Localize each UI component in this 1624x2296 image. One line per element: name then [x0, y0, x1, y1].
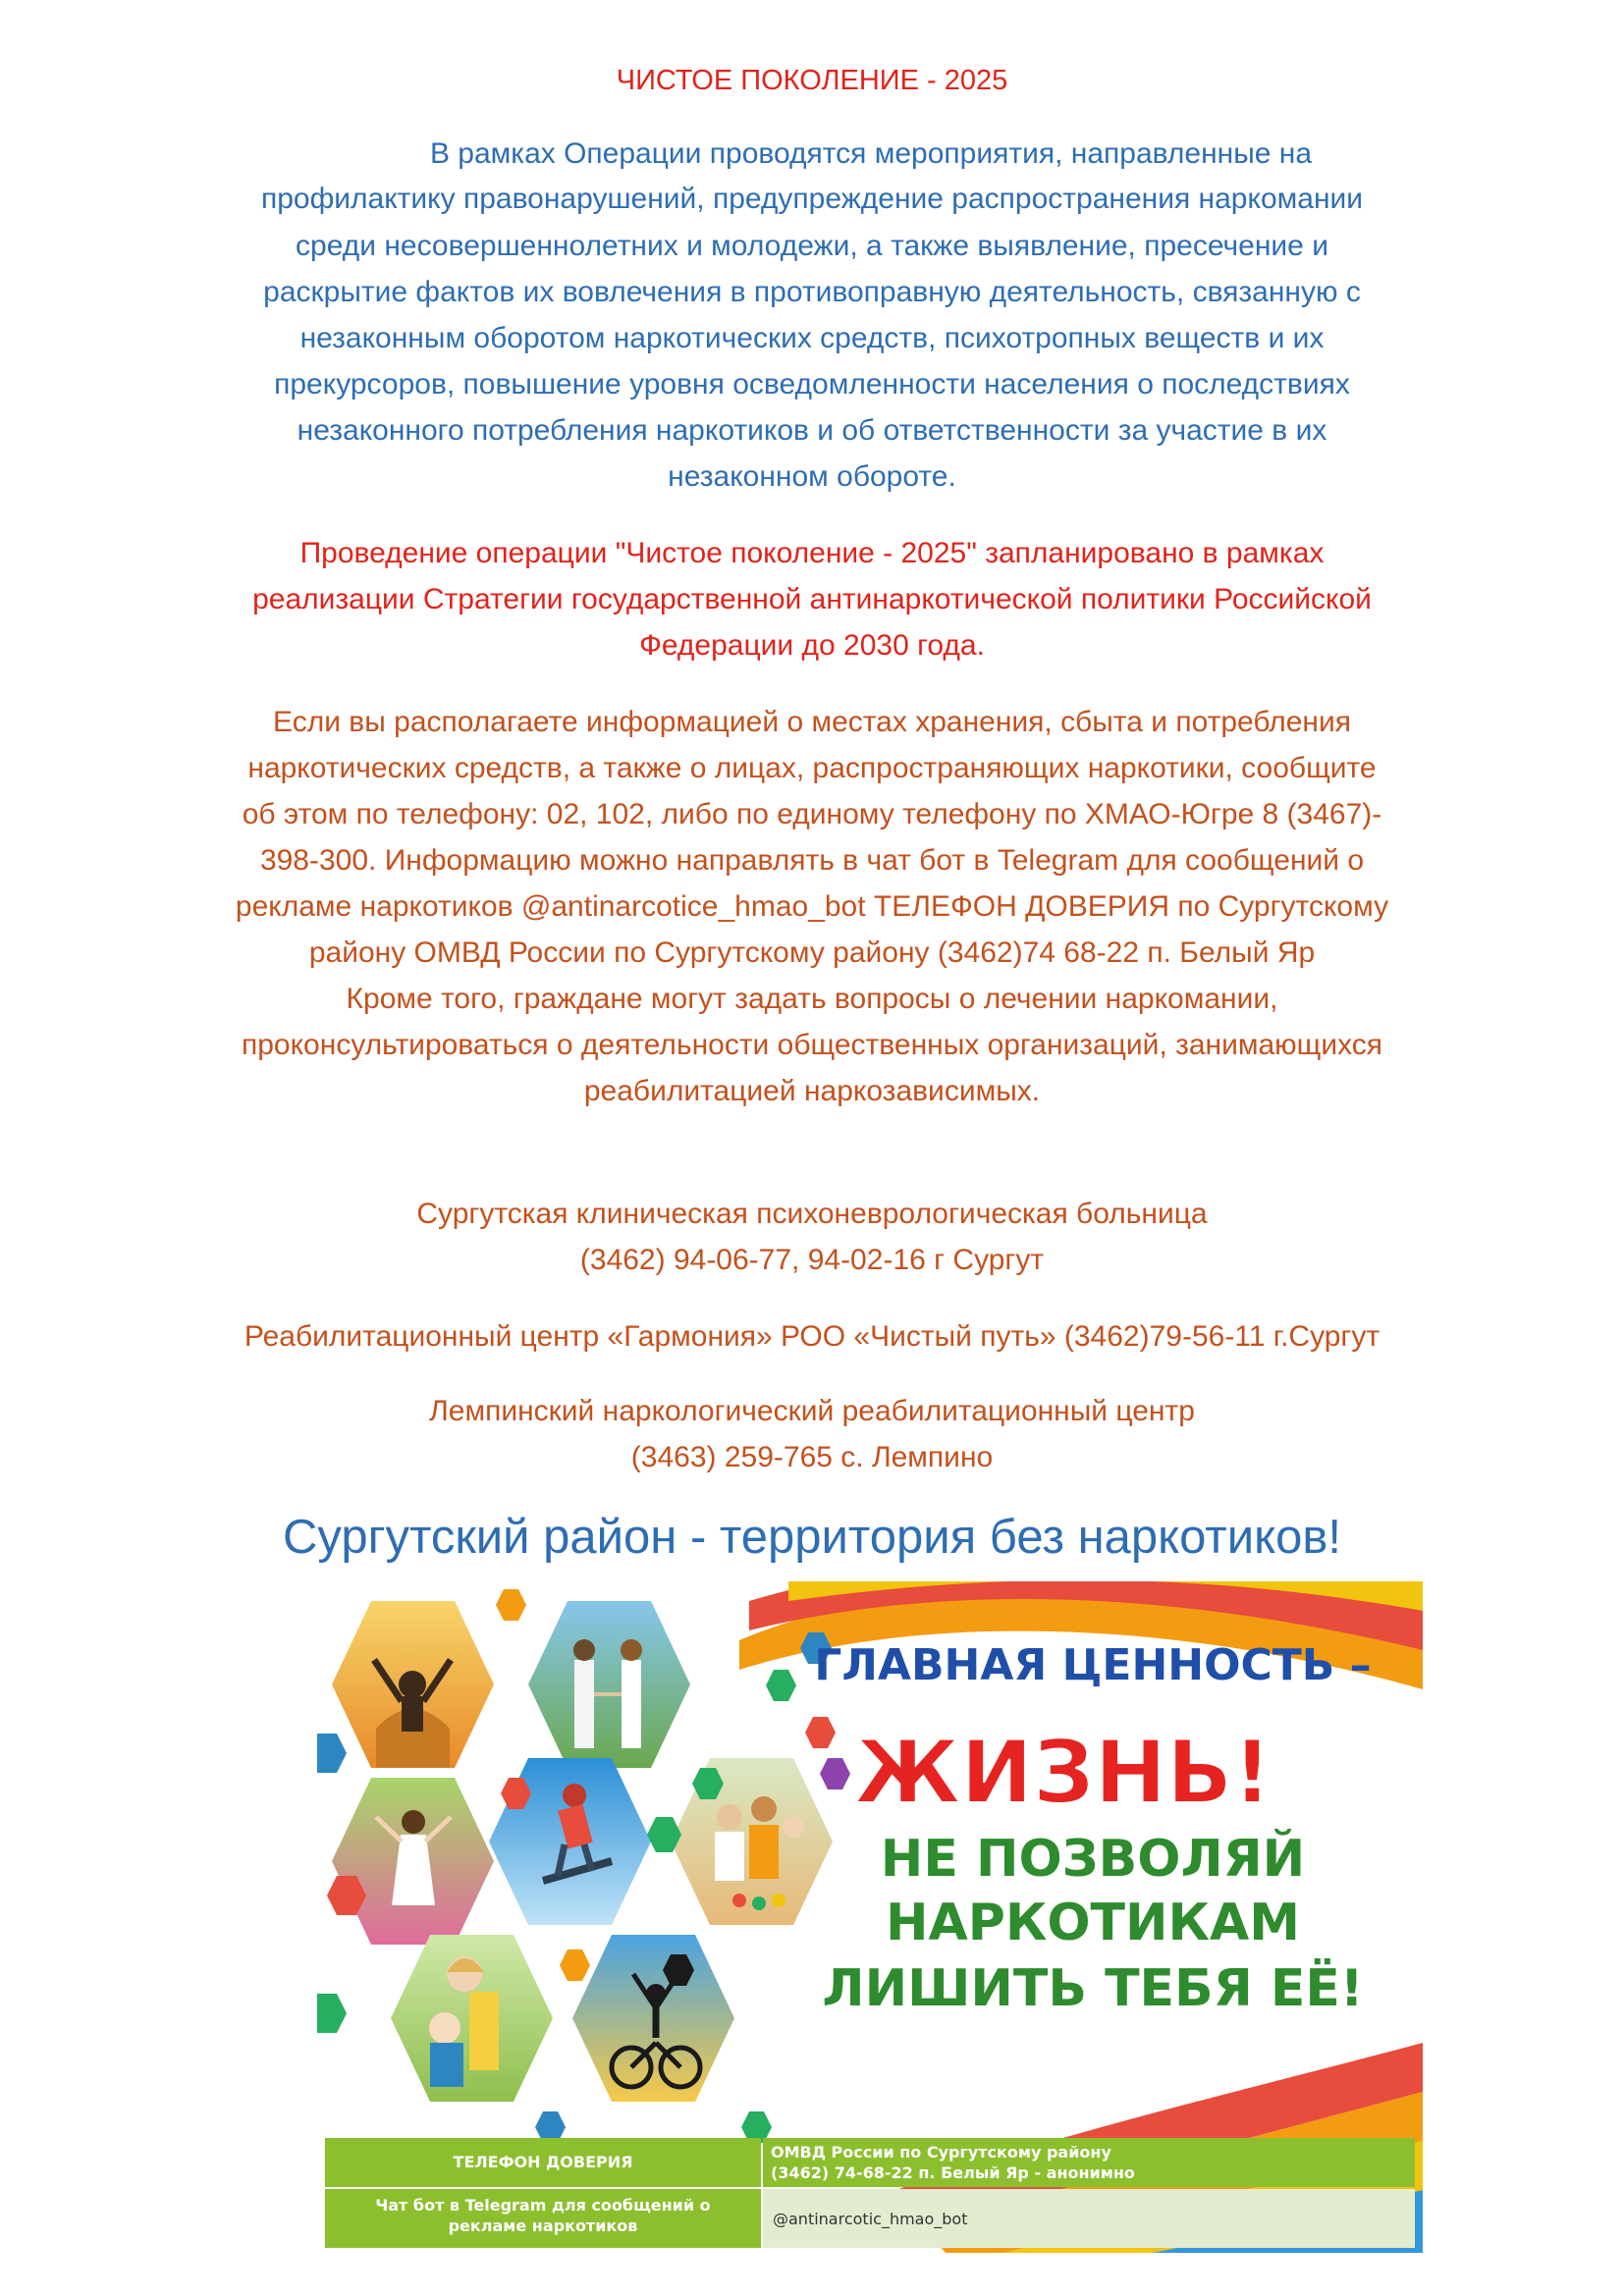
poster-headline-3: НЕ ПОЗВОЛЯЙ [880, 1830, 1306, 1889]
paragraph-1-line: незаконного потребления наркотиков и об ответственности за участие в их [297, 414, 1327, 447]
trust-phone-value-line-2: (3462) 74-68-22 п. Белый Яр - анонимно [771, 2163, 1135, 2182]
poster-headline-1: ГЛАВНАЯ ЦЕННОСТЬ – [814, 1640, 1372, 1690]
paragraph-3-line: проконсультироваться о деятельности общественных организаций, занимающихся [241, 1029, 1383, 1061]
hospital-name: Сургутская клиническая психоневрологическая больница [416, 1198, 1208, 1230]
poster-headline-2: ЖИЗНЬ! [854, 1722, 1272, 1823]
paragraph-2-line: Федерации до 2030 года. [639, 629, 985, 662]
poster-headline-5: ЛИШИТЬ ТЕБЯ ЕЁ! [822, 1959, 1364, 2018]
paragraph-3-line: 398-300. Информацию можно направлять в чат бот в Telegram для сообщений о [259, 844, 1365, 877]
paragraph-3-line: рекламе наркотиков @antinarcotice_hmao_bot ТЕЛЕФОН ДОВЕРИЯ по Сургутскому [235, 890, 1389, 923]
paragraph-1-line: раскрытие фактов их вовлечения в противоправную деятельность, связанную с [263, 276, 1361, 308]
hexagon-photo-collage [332, 1601, 833, 2102]
paragraph-3-line: Кроме того, граждане могут задать вопросы о лечении наркомании, [346, 983, 1278, 1015]
trust-phone-value-line-1: ОМВД России по Сургутскому району [771, 2143, 1111, 2162]
slogan-heading: Сургутский район - территория без наркотиков! [283, 1511, 1341, 1564]
paragraph-3-line: об этом по телефону: 02, 102, либо по единому телефону по ХМАО-Югре 8 (3467)- [242, 798, 1382, 830]
telegram-bot-handle [763, 2189, 1415, 2248]
trust-phone-label-text: ТЕЛЕФОН ДОВЕРИЯ [453, 2153, 633, 2171]
paragraph-1-line: незаконном обороте. [668, 460, 956, 493]
telegram-bot-label [325, 2189, 761, 2248]
lempino-name: Лемпинский наркологический реабилитационный центр [429, 1395, 1195, 1427]
paragraph-2-line: реализации Стратегии государственной антинаркотической политики Российской [252, 583, 1372, 615]
trust-phone-value [763, 2138, 1415, 2187]
paragraph-1-line: среди несовершеннолетних и молодежи, а также выявление, пресечение и [296, 230, 1328, 262]
paragraph-3-line: району ОМВД России по Сургутскому району (3462)74 68-22 п. Белый Яр [308, 936, 1316, 969]
telegram-bot-label-line-2: рекламе наркотиков [448, 2216, 638, 2235]
rehab-center: Реабилитационный центр «Гармония» РОО «Чистый путь» (3462)79-56-11 г.Сургут [244, 1320, 1380, 1353]
paragraph-1-line: незаконным оборотом наркотических средств, психотропных веществ и их [299, 322, 1325, 354]
hospital-phone: (3462) 94-06-77, 94-02-16 г Сургут [579, 1244, 1045, 1276]
lempino-phone: (3463) 259-765 с. Лемпино [630, 1441, 994, 1473]
hexagon-tile-couple [528, 1601, 690, 1768]
paragraph-1-line: профилактику правонарушений, предупреждение распространения наркомании [260, 183, 1364, 215]
telegram-bot-label-line-1: Чат бот в Telegram для сообщений о [375, 2196, 711, 2215]
poster-headline-4: НАРКОТИКАМ [885, 1894, 1301, 1952]
paragraph-2-line: Проведение операции "Чистое поколение - 2025" запланировано в рамках [299, 537, 1325, 569]
page-title: ЧИСТОЕ ПОКОЛЕНИЕ - 2025 [616, 65, 1008, 96]
telegram-bot-handle-text: @antinarcotic_hmao_bot [773, 2209, 968, 2228]
paragraph-1-line: В рамках Операции проводятся мероприятия, направленные на [429, 137, 1313, 170]
trust-phone-label [325, 2138, 761, 2187]
paragraph-1-line: прекурсоров, повышение уровня осведомленности населения о последствиях [274, 368, 1350, 400]
paragraph-3-line: наркотических средств, а также о лицах, распространяющих наркотики, сообщите [247, 752, 1377, 784]
poster-image [317, 1581, 1423, 2253]
paragraph-3-line: реабилитацией наркозависимых. [583, 1075, 1041, 1107]
paragraph-3-line: Если вы располагаете информацией о местах хранения, сбыта и потребления [273, 706, 1351, 738]
